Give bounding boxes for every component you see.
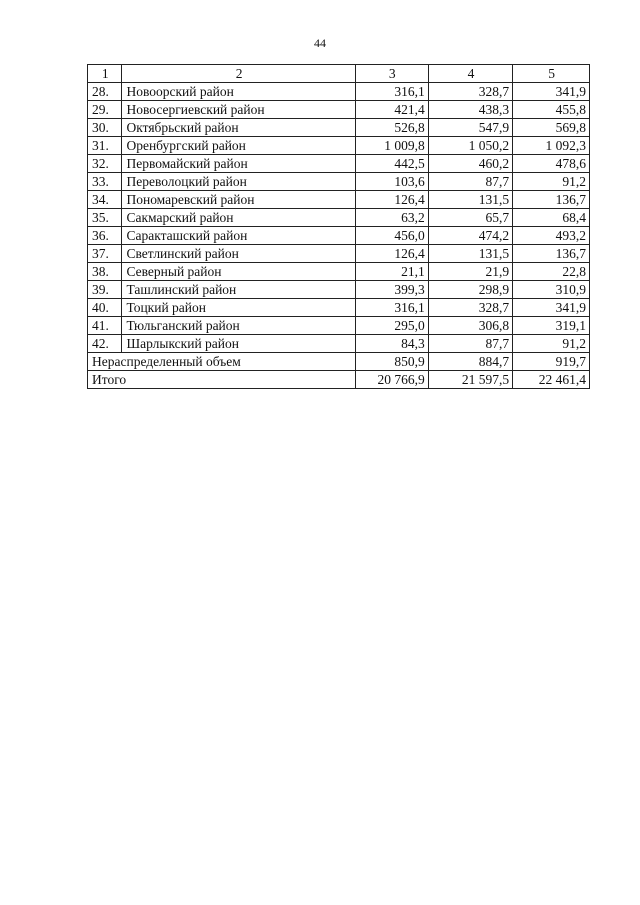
value-col-3: 399,3 [355,281,428,299]
table-row [88,137,590,155]
district-name: Саракташский район [122,227,355,245]
row-number: 31. [88,137,122,155]
total-row-value-col-4: 21 597,5 [428,371,512,389]
value-col-5: 22,8 [513,263,590,281]
value-col-5: 341,9 [513,83,590,101]
total-row-label: Итого [88,371,356,389]
value-col-3: 295,0 [355,317,428,335]
table-row [88,83,590,101]
total-row-value-col-5: 22 461,4 [513,371,590,389]
district-name: Новосергиевский район [122,101,355,119]
value-col-4: 298,9 [428,281,512,299]
row-number: 39. [88,281,122,299]
row-number: 38. [88,263,122,281]
value-col-3: 421,4 [355,101,428,119]
table-row [88,299,590,317]
value-col-4: 438,3 [428,101,512,119]
value-col-5: 341,9 [513,299,590,317]
value-col-5: 136,7 [513,191,590,209]
value-col-3: 126,4 [355,245,428,263]
table-row [88,101,590,119]
value-col-4: 131,5 [428,191,512,209]
district-name: Сакмарский район [122,209,355,227]
table-row [88,281,590,299]
table-header-row [88,65,590,83]
row-number: 33. [88,173,122,191]
district-name: Переволоцкий район [122,173,355,191]
value-col-4: 328,7 [428,83,512,101]
district-name: Пономаревский район [122,191,355,209]
total-row-value-col-3: 20 766,9 [355,371,428,389]
unallocated-row-value-col-5: 919,7 [513,353,590,371]
table-row [88,263,590,281]
row-number: 36. [88,227,122,245]
value-col-3: 456,0 [355,227,428,245]
row-number: 42. [88,335,122,353]
value-col-4: 474,2 [428,227,512,245]
table-row [88,245,590,263]
header-cell-3: 3 [355,65,428,83]
value-col-4: 1 050,2 [428,137,512,155]
value-col-5: 569,8 [513,119,590,137]
value-col-4: 87,7 [428,173,512,191]
district-name: Тоцкий район [122,299,355,317]
page-number: 44 [314,36,326,50]
unallocated-row-value-col-4: 884,7 [428,353,512,371]
header-cell-5: 5 [513,65,590,83]
district-name: Шарлыкский район [122,335,355,353]
value-col-4: 460,2 [428,155,512,173]
value-col-3: 316,1 [355,299,428,317]
value-col-3: 316,1 [355,83,428,101]
row-number: 35. [88,209,122,227]
value-col-4: 87,7 [428,335,512,353]
value-col-4: 547,9 [428,119,512,137]
district-name: Северный район [122,263,355,281]
value-col-5: 319,1 [513,317,590,335]
value-col-3: 103,6 [355,173,428,191]
value-col-3: 442,5 [355,155,428,173]
district-name: Октябрьский район [122,119,355,137]
table-row [88,173,590,191]
value-col-5: 493,2 [513,227,590,245]
district-name: Первомайский район [122,155,355,173]
value-col-3: 63,2 [355,209,428,227]
row-number: 34. [88,191,122,209]
district-name: Светлинский район [122,245,355,263]
value-col-4: 328,7 [428,299,512,317]
table-row [88,191,590,209]
value-col-3: 126,4 [355,191,428,209]
district-name: Тюльганский район [122,317,355,335]
value-col-4: 131,5 [428,245,512,263]
value-col-5: 1 092,3 [513,137,590,155]
district-name: Новоорский район [122,83,355,101]
table-row [88,155,590,173]
table-row [88,119,590,137]
row-number: 41. [88,317,122,335]
total-row [88,371,590,389]
row-number: 28. [88,83,122,101]
value-col-4: 65,7 [428,209,512,227]
unallocated-row-value-col-3: 850,9 [355,353,428,371]
unallocated-row [88,353,590,371]
district-name: Оренбургский район [122,137,355,155]
value-col-5: 136,7 [513,245,590,263]
table-row [88,209,590,227]
value-col-5: 91,2 [513,173,590,191]
value-col-5: 310,9 [513,281,590,299]
value-col-5: 478,6 [513,155,590,173]
value-col-5: 68,4 [513,209,590,227]
value-col-3: 21,1 [355,263,428,281]
unallocated-row-label: Нераспределенный объем [88,353,356,371]
value-col-5: 91,2 [513,335,590,353]
table-row [88,317,590,335]
value-col-4: 21,9 [428,263,512,281]
header-cell-2: 2 [122,65,355,83]
value-col-3: 84,3 [355,335,428,353]
table-row [88,335,590,353]
row-number: 32. [88,155,122,173]
row-number: 30. [88,119,122,137]
data-table [87,64,590,389]
district-name: Ташлинский район [122,281,355,299]
table-row [88,227,590,245]
value-col-5: 455,8 [513,101,590,119]
row-number: 29. [88,101,122,119]
value-col-3: 526,8 [355,119,428,137]
value-col-4: 306,8 [428,317,512,335]
value-col-3: 1 009,8 [355,137,428,155]
row-number: 40. [88,299,122,317]
header-cell-4: 4 [428,65,512,83]
header-cell-1: 1 [88,65,122,83]
row-number: 37. [88,245,122,263]
